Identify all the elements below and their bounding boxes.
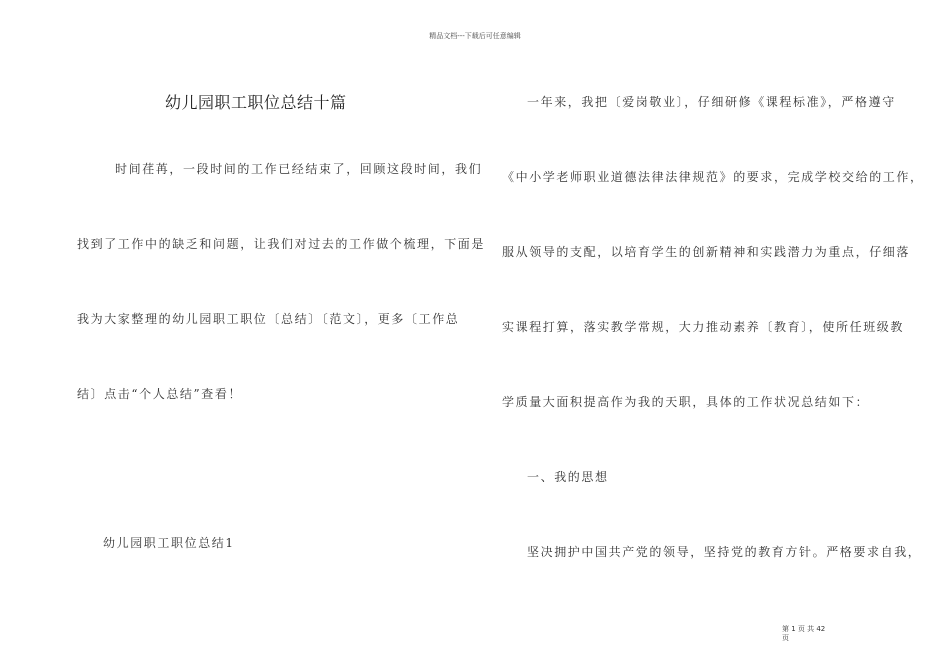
left-paragraph-line: 我为大家整理的幼儿园职工职位〔总结〕〔范文〕，更多〔工作总 [77, 312, 460, 326]
right-paragraph-line: 《中小学老师职业道德法律法律规范》的要求，完成学校交给的工作， [502, 170, 924, 184]
right-paragraph-line: 实课程打算，落实教学常规，大力推动素养〔教育〕，使所任班级教 [502, 320, 905, 334]
right-paragraph-line: 一年来，我把〔爱岗敬业〕，仔细研修《课程标准》，严格遵守 [527, 95, 896, 109]
page-number-line: 第 1 页 共 42 [782, 625, 826, 633]
right-paragraph-line: 学质量大面积提高作为我的天职，具体的工作状况总结如下： [502, 395, 870, 409]
section-heading: 幼儿园职工职位总结1 [103, 536, 235, 550]
left-paragraph-line: 结〕点击“个人总结”查看！ [77, 387, 243, 401]
page-header: 精品文档---下载后可任意编辑 [429, 32, 521, 40]
page-number-line-cont: 页 [782, 634, 789, 642]
section-heading: 一、我的思想 [527, 470, 609, 484]
page-number [782, 625, 842, 643]
document-title: 幼儿园职工职位总结十篇 [165, 93, 347, 112]
right-paragraph-line: 坚决拥护中国共产党的领导，坚持党的教育方针。严格要求自我， [527, 545, 922, 559]
left-paragraph-line: 时间荏苒，一段时间的工作已经结束了，回顾这段时间，我们 [115, 162, 483, 176]
left-paragraph-line: 找到了工作中的缺乏和问题，让我们对过去的工作做个梳理，下面是 [77, 237, 486, 251]
right-paragraph-line: 服从领导的支配，以培育学生的创新精神和实践潜力为重点，仔细落 [502, 245, 911, 259]
